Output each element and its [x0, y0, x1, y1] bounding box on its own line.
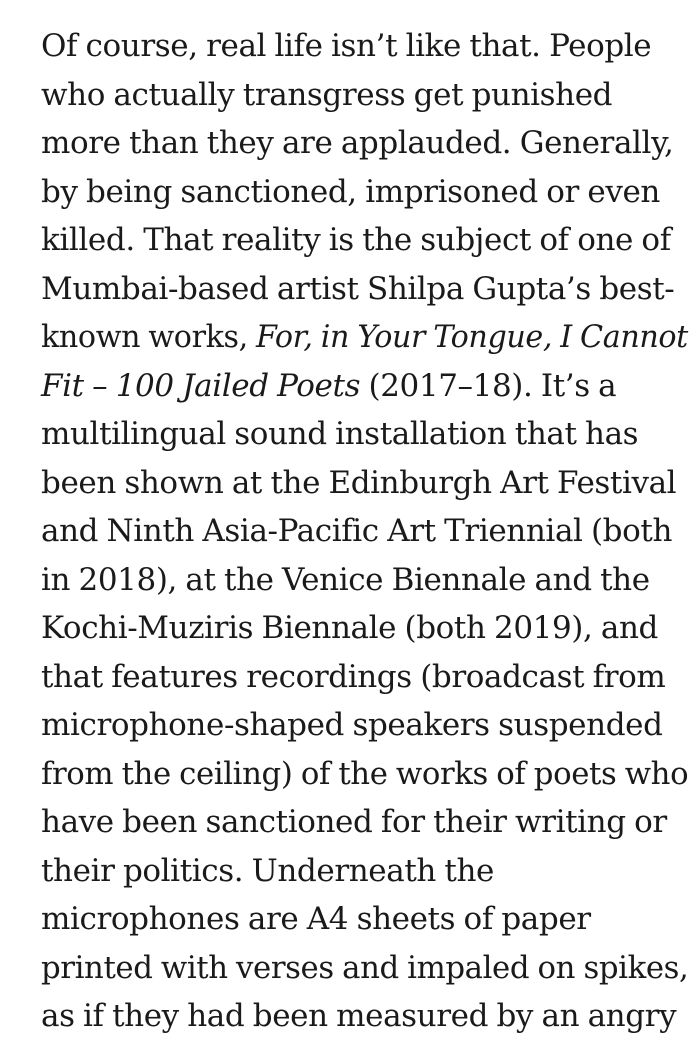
text-line	[41, 313, 688, 362]
text-segment: known works,	[41, 319, 257, 355]
text-line	[41, 653, 681, 702]
text-segment: microphone-shaped speakers suspended	[41, 707, 663, 743]
text-segment: Kochi-Muziris Biennale (both 2019), and	[41, 610, 658, 646]
text-segment: Mumbai-based artist Shilpa Gupta’s best-	[41, 270, 675, 307]
text-line	[41, 216, 681, 265]
text-segment: that features recordings (broadcast from	[41, 658, 666, 695]
text-line	[41, 459, 681, 508]
text-line	[41, 750, 689, 799]
text-segment: by being sanctioned, imprisoned or even	[41, 173, 660, 210]
text-segment: microphones are A4 sheets of paper	[41, 901, 591, 937]
text-segment: as if they had been measured by an angry	[41, 998, 677, 1034]
text-segment: have been sanctioned for their writing or	[41, 804, 667, 840]
text-line	[41, 22, 681, 71]
text-line	[41, 847, 681, 896]
text-line	[41, 798, 681, 847]
text-line	[41, 362, 681, 411]
text-segment: in 2018), at the Venice Biennale and the	[41, 561, 650, 598]
text-line	[41, 119, 681, 168]
text-line	[41, 507, 681, 556]
text-segment: from the ceiling) of the works of poets who	[41, 755, 689, 792]
text-segment: more than they are applauded. Generally,	[41, 125, 674, 161]
text-line	[41, 895, 681, 944]
text-line	[41, 701, 681, 750]
text-segment: (2017–18). It’s a	[360, 367, 617, 404]
text-segment: who actually transgress get punished	[41, 76, 613, 113]
artwork-title-italic: Fit – 100 Jailed Poets	[41, 367, 361, 404]
text-segment: and Ninth Asia-Pacific Art Triennial (both	[41, 513, 673, 549]
text-line	[41, 265, 681, 314]
text-segment: their politics. Underneath the	[41, 852, 494, 889]
text-line	[41, 992, 681, 1041]
text-line	[41, 410, 681, 459]
text-segment: been shown at the Edinburgh Art Festival	[41, 464, 677, 501]
text-segment: Of course, real life isn’t like that. People	[41, 28, 652, 64]
text-segment: killed. That reality is the subject of one of	[41, 222, 671, 258]
artwork-title-italic: For, in Your Tongue, I Cannot	[256, 319, 688, 355]
article-body	[41, 22, 689, 1041]
text-line	[41, 604, 681, 653]
text-line	[41, 556, 681, 605]
text-segment: multilingual sound installation that has	[41, 416, 639, 452]
text-line	[41, 71, 681, 120]
text-segment: printed with verses and impaled on spikes,	[41, 949, 689, 986]
text-line	[41, 944, 689, 993]
text-line	[41, 168, 681, 217]
